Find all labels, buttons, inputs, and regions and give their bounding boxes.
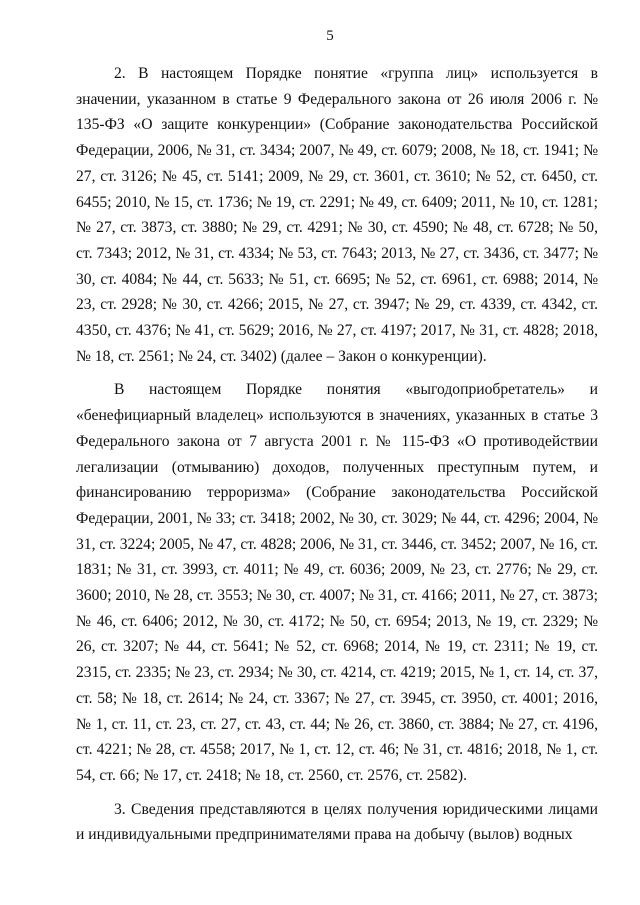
document-body xyxy=(76,61,598,848)
page-number: 5 xyxy=(326,28,334,44)
paragraph-information-submission: 3. Сведения представляются в целях получения юридическими лицами и индивидуальными предпринимателями права на добычу (вылов) водных xyxy=(76,800,598,844)
paragraph-group-of-persons: 2. В настоящем Порядке понятие «группа лиц» используется в значении, указанном в статье 9 Федерального закона от 26 июля 2006 г. № 135-ФЗ «О защите конкуренции» (Собрание законодательства Российской Федерации, 2006, № 31, ст. 3434; 2007, № 49, ст. 6079; 2008, № 18, ст. 1941; № 27, ст. 3126; № 45, ст. 5141; 2009, № 29, ст. 3601, ст. 3610; № 52, ст. 6450, ст. 6455; 2010, № 15, ст. 1736; № 19, ст. 2291; № 49, ст. 6409; 2011, № 10, ст. 1281; № 27, ст. 3873, ст. 3880; № 29, ст. 4291; № 30, ст. 4590; № 48, ст. 6728; № 50, ст. 7343; 2012, № 31, ст. 4334; № 53, ст. 7643; 2013, № 27, ст. 3436, ст. 3477; № 30, ст. 4084; № 44, ст. 5633; № 51, ст. 6695; № 52, ст. 6961, ст. 6988; 2014, № 23, ст. 2928; № 30, ст. 4266; 2015, № 27, ст. 3947; № 29, ст. 4339, ст. 4342, ст. 4350, ст. 4376; № 41, ст. 5629; 2016, № 27, ст. 4197; 2017, № 31, ст. 4828; 2018, № 18, ст. 2561; № 24, ст. 3402) (далее – Закон о конкуренции). xyxy=(76,65,598,365)
paragraph-beneficiary-definitions: В настоящем Порядке понятия «выгодоприобретатель» и «бенефициарный владелец» используются в значениях, указанных в статье 3 Федерального закона от 7 августа 2001 г. № 115-ФЗ «О противодействии легализации (отмыванию) доходов, полученных преступным путем, и финансированию терроризма» (Собрание законодательства Российской Федерации, 2001, № 33; ст. 3418; 2002, № 30, ст. 3029; № 44, ст. 4296; 2004, № 31, ст. 3224; 2005, № 47, ст. 4828; 2006, № 31, ст. 3446, ст. 3452; 2007, № 16, ст. 1831; № 31, ст. 3993, ст. 4011; № 49, ст. 6036; 2009, № 23, ст. 2776; № 29, ст. 3600; 2010, № 28, ст. 3553; № 30, ст. 4007; № 31, ст. 4166; 2011, № 27, ст. 3873; № 46, ст. 6406; 2012, № 30, ст. 4172; № 50, ст. 6954; 2013, № 19, ст. 2329; № 26, ст. 3207; № 44, ст. 5641; № 52, ст. 6968; 2014, № 19, ст. 2311; № 19, ст. 2315, ст. 2335; № 23, ст. 2934; № 30, ст. 4214, ст. 4219; 2015, № 1, ст. 14, ст. 37, ст. 58; № 18, ст. 2614; № 24, ст. 3367; № 27, ст. 3945, ст. 3950, ст. 4001; 2016, № 1, ст. 11, ст. 23, ст. 27, ст. 43, ст. 44; № 26, ст. 3860, ст. 3884; № 27, ст. 4196, ст. 4221; № 28, ст. 4558; 2017, № 1, ст. 12, ст. 46; № 31, ст. 4816; 2018, № 1, ст. 54, ст. 66; № 17, ст. 2418; № 18, ст. 2560, ст. 2576, ст. 2582). xyxy=(76,381,598,784)
